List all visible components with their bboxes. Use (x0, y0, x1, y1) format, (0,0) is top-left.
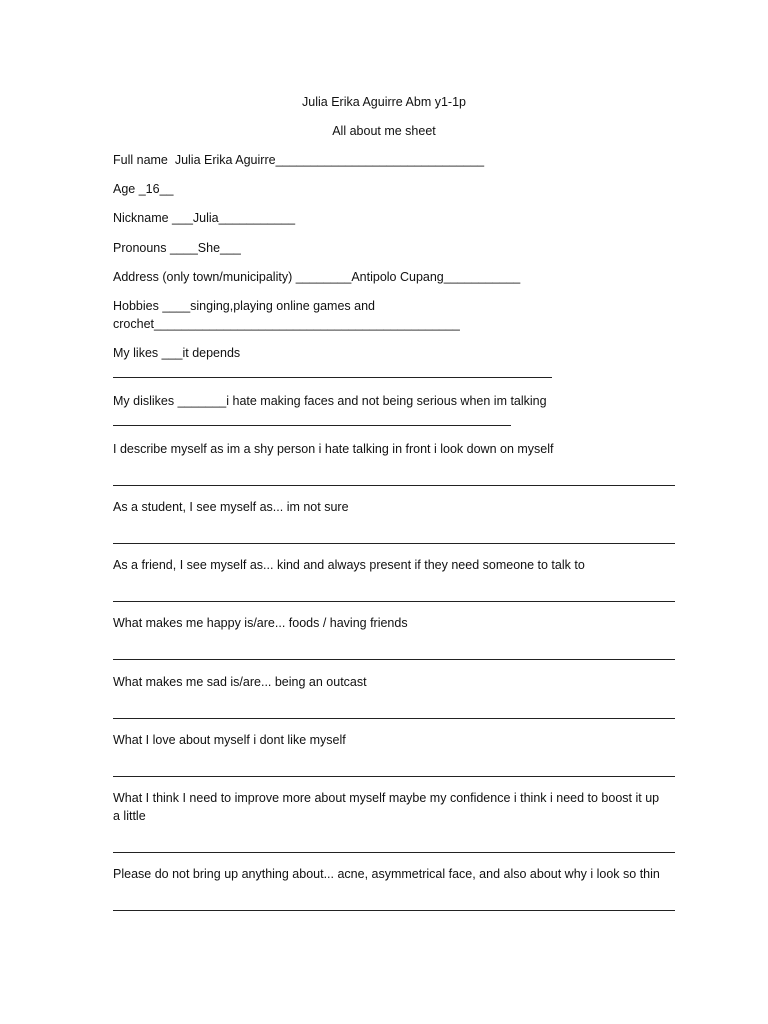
improve-prompt-line1: What I think I need to improve more about myself maybe my confidence i think i need to boost it up (113, 791, 660, 805)
friend-answer-line (113, 601, 675, 602)
love-prompt: What I love about myself i dont like myself (113, 733, 346, 747)
sad-answer-line (113, 718, 675, 719)
likes-answer-line (113, 377, 552, 378)
age-field: Age _16__ (113, 182, 174, 196)
dislikes-field: My dislikes _______i hate making faces and not being serious when im talking (113, 394, 547, 408)
improve-prompt-line2: a little (113, 809, 146, 823)
address-field: Address (only town/municipality) ________Antipolo Cupang___________ (113, 270, 521, 284)
student-prompt: As a student, I see myself as... im not sure (113, 500, 349, 514)
sheet-author-title: Julia Erika Aguirre Abm y1-1p (302, 95, 466, 109)
sad-prompt: What makes me sad is/are... being an outcast (113, 675, 367, 689)
student-answer-line (113, 543, 675, 544)
friend-prompt: As a friend, I see myself as... kind and always present if they need someone to talk to (113, 558, 585, 572)
improve-answer-line (113, 852, 675, 853)
pronouns-field: Pronouns ____She___ (113, 241, 241, 255)
hobbies-field-line2: crochet____________________________________________ (113, 317, 460, 331)
happy-answer-line (113, 659, 675, 660)
love-answer-line (113, 776, 675, 777)
likes-field: My likes ___it depends (113, 346, 241, 360)
describe-answer-line (113, 485, 675, 486)
describe-prompt: I describe myself as im a shy person i hate talking in front i look down on myself (113, 442, 554, 456)
hobbies-field-line1: Hobbies ____singing,playing online games and (113, 299, 375, 313)
sheet-subtitle: All about me sheet (332, 124, 436, 138)
dislikes-answer-line (113, 425, 511, 426)
nickname-field: Nickname ___Julia___________ (113, 211, 296, 225)
donot-answer-line (113, 910, 675, 911)
full-name-field: Full name Julia Erika Aguirre______________________________ (113, 153, 485, 167)
happy-prompt: What makes me happy is/are... foods / having friends (113, 616, 408, 630)
donot-prompt: Please do not bring up anything about... acne, asymmetrical face, and also about why i look so thin (113, 867, 660, 881)
